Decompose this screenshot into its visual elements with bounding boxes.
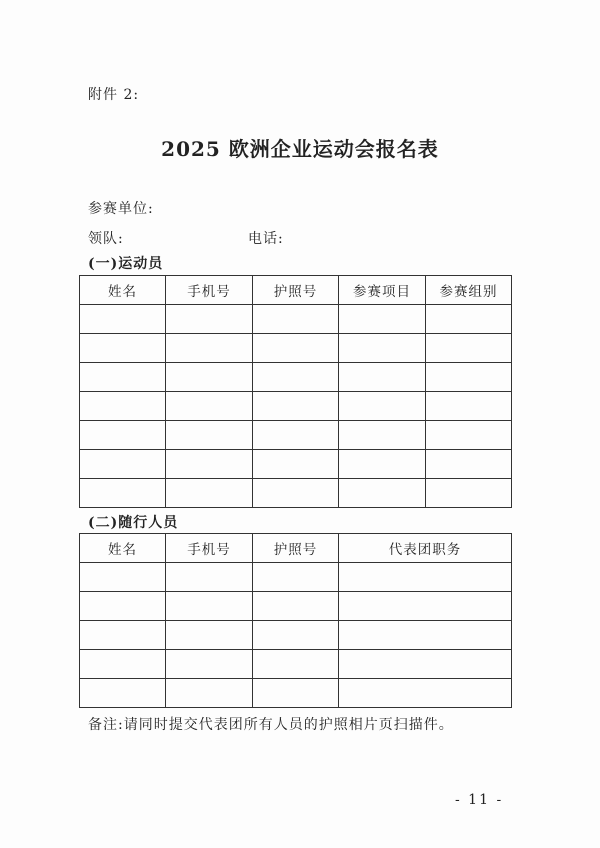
table-cell[interactable] bbox=[426, 305, 512, 334]
table-cell[interactable] bbox=[166, 450, 253, 479]
phone-label: 电话: bbox=[248, 231, 284, 247]
table-cell[interactable] bbox=[166, 334, 253, 363]
column-header-phone: 手机号 bbox=[166, 276, 253, 305]
table-row bbox=[80, 363, 512, 392]
table-cell[interactable] bbox=[166, 679, 253, 708]
table-cell[interactable] bbox=[426, 334, 512, 363]
table-cell[interactable] bbox=[339, 479, 426, 508]
table-cell[interactable] bbox=[80, 563, 166, 592]
column-header-name: 姓名 bbox=[80, 534, 166, 563]
athletes-section-heading: (一)运动员 bbox=[88, 256, 164, 272]
team-leader-label: 领队: bbox=[88, 231, 124, 247]
participating-unit-label: 参赛单位: bbox=[88, 201, 154, 217]
athletes-header-row bbox=[80, 276, 512, 305]
table-cell[interactable] bbox=[339, 305, 426, 334]
table-cell[interactable] bbox=[426, 450, 512, 479]
companions-section-heading: (二)随行人员 bbox=[88, 515, 179, 531]
column-header-delegation-role: 代表团职务 bbox=[339, 534, 512, 563]
table-cell[interactable] bbox=[166, 621, 253, 650]
table-cell[interactable] bbox=[80, 450, 166, 479]
table-cell[interactable] bbox=[426, 479, 512, 508]
column-header-phone: 手机号 bbox=[166, 534, 253, 563]
table-cell[interactable] bbox=[166, 305, 253, 334]
table-cell[interactable] bbox=[80, 363, 166, 392]
table-cell[interactable] bbox=[166, 563, 253, 592]
table-cell[interactable] bbox=[253, 650, 339, 679]
column-header-passport: 护照号 bbox=[253, 276, 339, 305]
companions-header-row bbox=[80, 534, 512, 563]
table-cell[interactable] bbox=[80, 592, 166, 621]
table-row bbox=[80, 679, 512, 708]
table-cell[interactable] bbox=[166, 421, 253, 450]
table-cell[interactable] bbox=[253, 479, 339, 508]
table-cell[interactable] bbox=[339, 392, 426, 421]
table-row bbox=[80, 479, 512, 508]
table-row bbox=[80, 592, 512, 621]
note-text: 备注:请同时提交代表团所有人员的护照相片页扫描件。 bbox=[88, 717, 454, 733]
column-header-passport: 护照号 bbox=[253, 534, 339, 563]
table-cell[interactable] bbox=[426, 363, 512, 392]
table-cell[interactable] bbox=[166, 592, 253, 621]
table-cell[interactable] bbox=[339, 334, 426, 363]
table-cell[interactable] bbox=[166, 650, 253, 679]
table-cell[interactable] bbox=[339, 650, 512, 679]
table-row bbox=[80, 450, 512, 479]
table-cell[interactable] bbox=[339, 421, 426, 450]
table-cell[interactable] bbox=[339, 450, 426, 479]
table-cell[interactable] bbox=[253, 392, 339, 421]
table-row bbox=[80, 421, 512, 450]
table-cell[interactable] bbox=[80, 679, 166, 708]
table-cell[interactable] bbox=[253, 363, 339, 392]
table-cell[interactable] bbox=[166, 392, 253, 421]
table-row bbox=[80, 392, 512, 421]
table-cell[interactable] bbox=[253, 563, 339, 592]
table-cell[interactable] bbox=[166, 363, 253, 392]
table-cell[interactable] bbox=[80, 334, 166, 363]
table-row bbox=[80, 334, 512, 363]
table-cell[interactable] bbox=[339, 592, 512, 621]
athletes-table bbox=[79, 275, 512, 508]
table-cell[interactable] bbox=[253, 421, 339, 450]
table-cell[interactable] bbox=[166, 479, 253, 508]
table-row bbox=[80, 650, 512, 679]
table-cell[interactable] bbox=[253, 305, 339, 334]
table-cell[interactable] bbox=[253, 679, 339, 708]
column-header-event: 参赛项目 bbox=[339, 276, 426, 305]
table-cell[interactable] bbox=[253, 621, 339, 650]
table-cell[interactable] bbox=[253, 334, 339, 363]
table-cell[interactable] bbox=[339, 621, 512, 650]
table-row bbox=[80, 621, 512, 650]
table-cell[interactable] bbox=[426, 421, 512, 450]
table-cell[interactable] bbox=[339, 363, 426, 392]
attachment-label: 附件 2: bbox=[88, 87, 140, 103]
table-cell[interactable] bbox=[80, 305, 166, 334]
table-cell[interactable] bbox=[253, 450, 339, 479]
table-cell[interactable] bbox=[80, 479, 166, 508]
table-cell[interactable] bbox=[253, 592, 339, 621]
companions-table bbox=[79, 533, 512, 708]
page-title: 2025 欧洲企业运动会报名表 bbox=[161, 137, 439, 161]
column-header-name: 姓名 bbox=[80, 276, 166, 305]
page-number: - 11 - bbox=[455, 792, 504, 808]
table-cell[interactable] bbox=[80, 650, 166, 679]
column-header-group: 参赛组别 bbox=[426, 276, 512, 305]
table-cell[interactable] bbox=[339, 679, 512, 708]
table-cell[interactable] bbox=[339, 563, 512, 592]
table-cell[interactable] bbox=[80, 421, 166, 450]
table-cell[interactable] bbox=[80, 621, 166, 650]
table-row bbox=[80, 305, 512, 334]
table-cell[interactable] bbox=[80, 392, 166, 421]
table-row bbox=[80, 563, 512, 592]
table-cell[interactable] bbox=[426, 392, 512, 421]
